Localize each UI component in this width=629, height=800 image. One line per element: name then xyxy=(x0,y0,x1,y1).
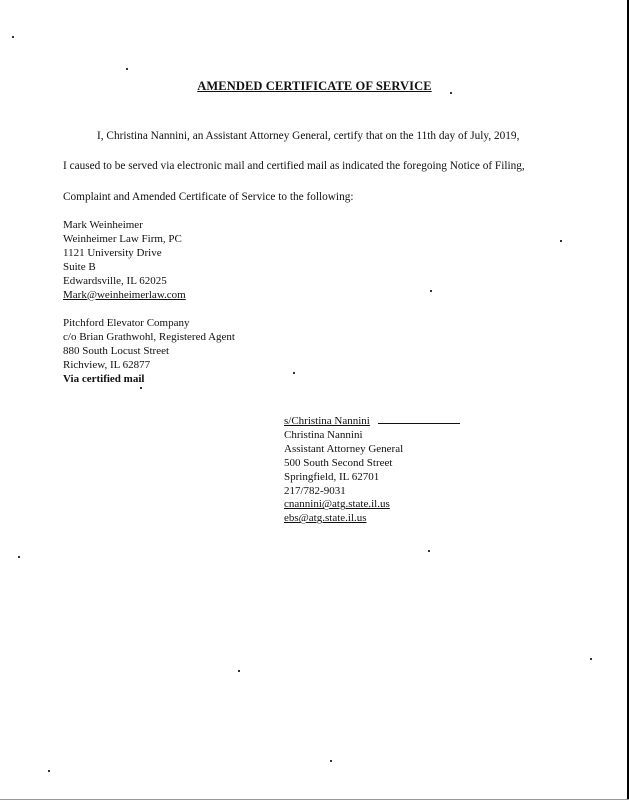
recipient-name: Mark Weinheimer xyxy=(63,219,143,231)
scan-speck xyxy=(140,387,142,389)
scan-speck xyxy=(48,770,50,772)
scan-speck xyxy=(560,240,562,242)
recipient-street: 880 South Locust Street xyxy=(63,344,170,357)
body-line-2: I caused to be served via electronic mail and certified mail as indicated the foregoing Notice of Filing, xyxy=(63,160,525,172)
signer-street: 500 South Second Street xyxy=(284,456,393,469)
scan-speck xyxy=(428,550,430,552)
scan-speck xyxy=(450,92,452,94)
delivery-method: Via certified mail xyxy=(63,372,145,385)
scan-speck xyxy=(18,556,20,558)
recipient-city: Edwardsville, IL 62025 xyxy=(63,274,167,287)
recipient-suite: Suite B xyxy=(63,260,96,273)
recipient-city: Richview, IL 62877 xyxy=(63,358,151,371)
signer-name: Christina Nannini xyxy=(284,428,363,441)
body-line-3: Complaint and Amended Certificate of Service to the following: xyxy=(63,191,354,203)
recipient-email-link[interactable]: Mark@weinheimerlaw.com xyxy=(63,288,186,301)
signature-rule xyxy=(378,422,460,424)
signer-phone: 217/782-9031 xyxy=(284,484,346,497)
document-title: AMENDED CERTIFICATE OF SERVICE xyxy=(197,79,432,93)
recipient-agent: c/o Brian Grathwohl, Registered Agent xyxy=(63,330,235,343)
recipient-firm: Weinheimer Law Firm, PC xyxy=(63,232,182,245)
recipient-street: 1121 University Drive xyxy=(63,246,162,259)
scan-speck xyxy=(330,760,332,762)
signature-block xyxy=(284,415,460,526)
scan-speck xyxy=(293,372,295,374)
signer-email-link[interactable]: cnannini@atg.state.il.us xyxy=(284,498,390,511)
scan-speck xyxy=(238,670,240,672)
scan-speck xyxy=(126,68,128,70)
recipient-block-2 xyxy=(63,317,235,387)
recipient-name: Pitchford Elevator Company xyxy=(63,317,190,329)
signature-line xyxy=(284,415,460,429)
service-email-link[interactable]: ebs@atg.state.il.us xyxy=(284,512,367,525)
body-line-1: I, Christina Nannini, an Assistant Attorney General, certify that on the 11th day of July, 2019, xyxy=(97,130,520,142)
scan-speck xyxy=(430,290,432,292)
signature-text: s/Christina Nannini xyxy=(284,415,370,427)
signer-title: Assistant Attorney General xyxy=(284,442,404,455)
scan-speck xyxy=(590,658,592,660)
scan-speck xyxy=(12,36,14,38)
recipient-block-1 xyxy=(63,219,186,302)
signer-city: Springfield, IL 62701 xyxy=(284,470,380,483)
